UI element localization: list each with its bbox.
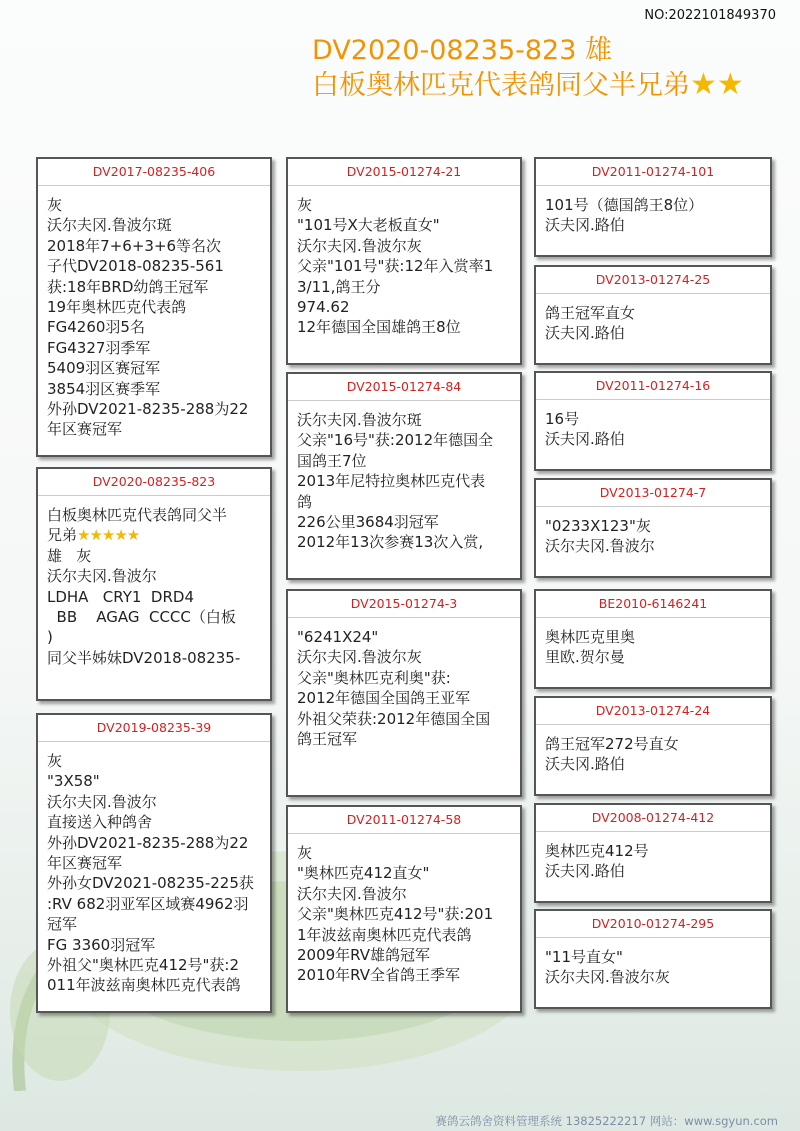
card-ring-number: DV2015-01274-84 <box>288 374 520 401</box>
document-number: NO:2022101849370 <box>644 8 776 23</box>
pedigree-card-grandparent <box>286 805 522 1013</box>
page-title <box>312 34 744 103</box>
card-details: 沃尔夫冈.鲁波尔斑 父亲"16号"获:2012年德国全 国鸽王7位 2013年尼特拉奥林匹克代表 鸽 226公里3684羽冠军 2012年13次参赛13次入赏, <box>297 411 494 552</box>
card-ring-number: DV2015-01274-21 <box>288 159 520 186</box>
pedigree-card-great-grandparent <box>534 478 772 578</box>
card-ring-number: DV2013-01274-25 <box>536 267 770 294</box>
pedigree-card-grandparent <box>286 157 522 365</box>
card-ring-number: DV2017-08235-406 <box>38 159 270 186</box>
card-details: 鸽王冠军272号直女 沃夫冈.路伯 <box>545 735 679 774</box>
pedigree-card-great-grandparent <box>534 371 772 471</box>
card-ring-number: DV2019-08235-39 <box>38 715 270 742</box>
title-stars: ★★ <box>690 67 744 102</box>
card-details: 灰 "101号X大老板直女" 沃尔夫冈.鲁波尔灰 父亲"101号"获:12年入赏率1 3/11,鸽王分 974.62 12年德国全国雄鸽王8位 <box>297 196 494 337</box>
card-details: 鸽王冠军直女 沃夫冈.路伯 <box>545 304 636 343</box>
card-ring-number: DV2011-01274-58 <box>288 807 520 834</box>
card-details: "0233X123"灰 沃尔夫冈.鲁波尔 <box>545 517 655 556</box>
pedigree-card-great-grandparent <box>534 589 772 689</box>
pedigree-card-grandparent <box>286 372 522 580</box>
pedigree-card-dam <box>36 713 272 1013</box>
card-ring-number: DV2020-08235-823 <box>38 469 270 496</box>
card-details-text: 雄 灰 沃尔夫冈.鲁波尔 LDHA CRY1 DRD4 BB AGAG CCCC（白板 ) 同父半姊妹DV2018-08235- <box>47 546 241 667</box>
pedigree-card-subject <box>36 467 272 701</box>
card-details: 灰 "3X58" 沃尔夫冈.鲁波尔 直接送入种鸽舍 外孙DV2021-8235-288为22 年区赛冠军 外孙女DV2021-08235-225获 :RV 682羽亚军区域赛4962羽 冠军 FG 3360羽冠军 外祖父"奥林匹克412号"获:2 011年波兹南奥林匹克代表鸽 <box>47 752 254 995</box>
card-details: 灰 "奥林匹克412直女" 沃尔夫冈.鲁波尔 父亲"奥林匹克412号"获:201 1年波兹南奥林匹克代表鸽 2009年RV雄鸽冠军 2010年RV全省鸽王季军 <box>297 844 494 985</box>
card-details: 16号 沃夫冈.路伯 <box>545 410 625 449</box>
pedigree-card-grandparent <box>286 589 522 797</box>
footer-system-info: 赛鸽云鸽舍资料管理系统 13825222217 网站：www.sgyun.com <box>435 1114 778 1128</box>
pedigree-card-sire <box>36 157 272 457</box>
card-details-text: 白板奥林匹克代表鸽同父半 兄弟 <box>47 506 228 545</box>
pedigree-card-great-grandparent <box>534 803 772 903</box>
card-details: 101号（德国鸽王8位） 沃夫冈.路伯 <box>545 196 704 235</box>
star-rating: ★★★★★ <box>77 526 140 545</box>
card-ring-number: DV2013-01274-7 <box>536 480 770 507</box>
card-ring-number: DV2011-01274-101 <box>536 159 770 186</box>
card-details: "6241X24" 沃尔夫冈.鲁波尔灰 父亲"奥林匹克利奥"获: 2012年德国全国鸽王亚军 外祖父荣获:2012年德国全国 鸽王冠军 <box>297 628 491 749</box>
pedigree-card-great-grandparent <box>534 265 772 365</box>
card-ring-number: BE2010-6146241 <box>536 591 770 618</box>
card-details: "11号直女" 沃尔夫冈.鲁波尔灰 <box>545 948 670 987</box>
card-details <box>38 496 270 668</box>
pedigree-card-great-grandparent <box>534 157 772 257</box>
title-line-2: 白板奥林匹克代表鸽同父半兄弟 <box>312 70 690 101</box>
title-line-1: DV2020-08235-823 雄 <box>312 35 612 66</box>
card-ring-number: DV2013-01274-24 <box>536 698 770 725</box>
pedigree-card-great-grandparent <box>534 696 772 796</box>
card-ring-number: DV2008-01274-412 <box>536 805 770 832</box>
card-details: 奥林匹克里奥 里欧.贺尔曼 <box>545 628 636 667</box>
card-ring-number: DV2011-01274-16 <box>536 373 770 400</box>
card-ring-number: DV2015-01274-3 <box>288 591 520 618</box>
card-details: 灰 沃尔夫冈.鲁波尔斑 2018年7+6+3+6等名次 子代DV2018-08235-561 获:18年BRD幼鸽王冠军 19年奥林匹克代表鸽 FG4260羽5名 FG4327羽季军 5409羽区赛冠军 3854羽区赛季军 外孙DV2021-8235-288为22 年区赛冠军 <box>47 196 249 439</box>
card-details: 奥林匹克412号 沃夫冈.路伯 <box>545 842 649 881</box>
card-ring-number: DV2010-01274-295 <box>536 911 770 938</box>
pedigree-card-great-grandparent <box>534 909 772 1009</box>
